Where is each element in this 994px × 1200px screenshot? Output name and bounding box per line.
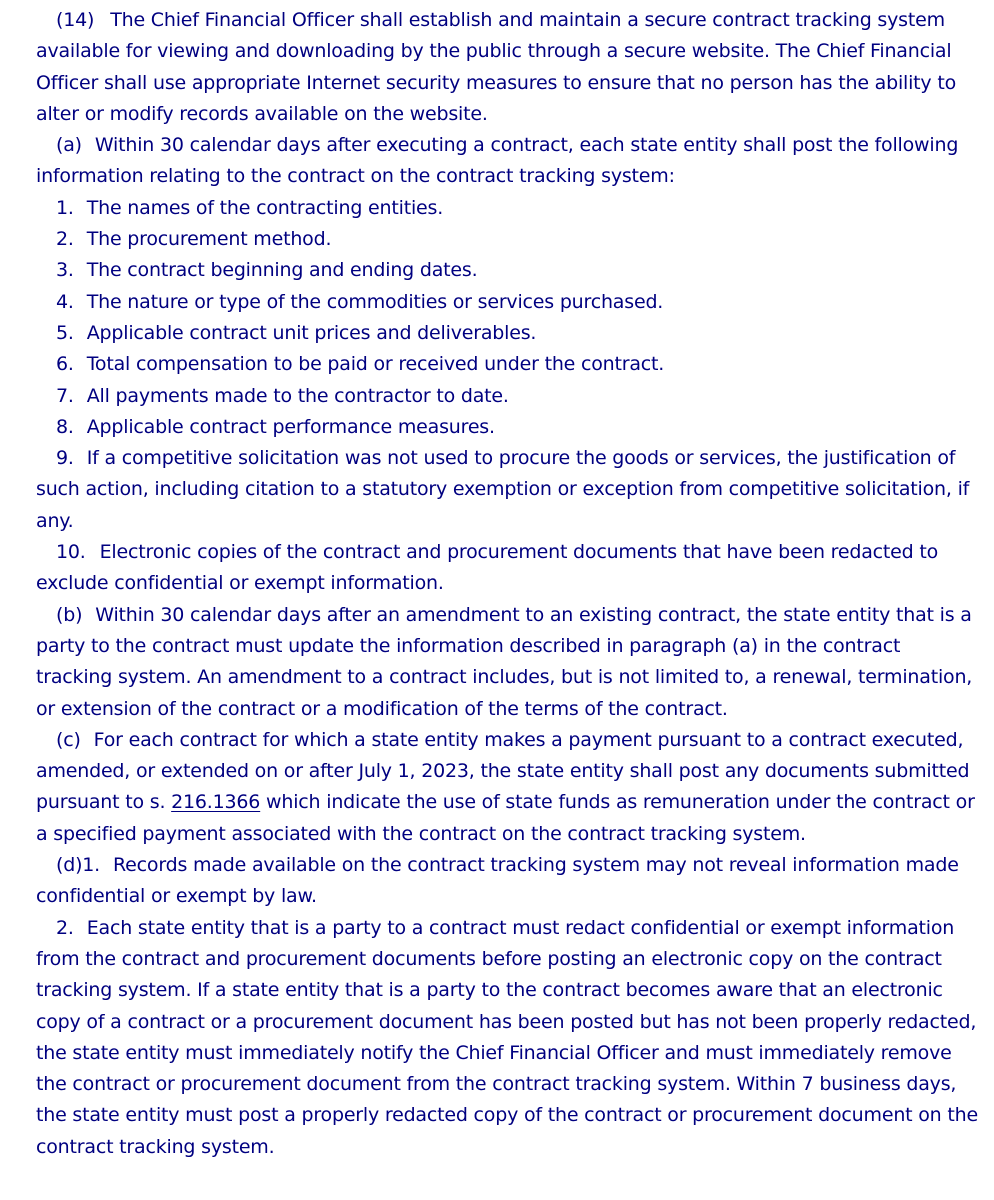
list-item-text: All payments made to the contractor to date.	[86, 384, 509, 407]
paragraph-b	[36, 600, 981, 725]
paragraph-d2-number: 2.	[56, 916, 74, 939]
list-item-text: If a competitive solicitation was not used to procure the goods or services, the justification of such action, including citation to a statutory exemption or exception from competitive solicitation, if any.	[36, 447, 970, 532]
statute-citation-link[interactable]: 216.1366	[171, 791, 261, 814]
list-item-text: The procurement method.	[86, 228, 332, 251]
list-item	[36, 224, 981, 255]
list-item	[36, 537, 981, 600]
list-item-number: 10.	[56, 541, 86, 564]
paragraph-d1-number: (d)1.	[56, 854, 101, 877]
paragraph-c-text-before: For each contract for which a state entity makes a payment pursuant to a contract executed, amended, or extended on or after July 1, 2023, the state entity shall post any documents submitted pursuant to s.	[36, 728, 970, 814]
paragraph-d1	[36, 850, 981, 913]
paragraph-d1-text: Records made available on the contract tracking system may not reveal information made confidential or exempt by law.	[36, 854, 959, 908]
list-item	[36, 443, 981, 537]
paragraph-b-number: (b)	[56, 603, 83, 626]
list-item-text: The names of the contracting entities.	[86, 196, 444, 219]
list-item	[36, 287, 981, 318]
list-item-number: 6.	[56, 353, 74, 376]
subsection-number: (14)	[56, 9, 95, 31]
paragraph-a	[36, 130, 981, 193]
list-item	[36, 381, 981, 412]
list-item-number: 3.	[56, 259, 74, 282]
list-item-number: 4.	[56, 290, 74, 313]
paragraph-c	[36, 725, 981, 850]
list-item	[36, 193, 981, 224]
subsection-14	[36, 5, 981, 130]
paragraph-b-text: Within 30 calendar days after an amendment to an existing contract, the state entity that is a party to the contract must update the information described in paragraph (a) in the contract tracking system. An amendment to a contract includes, but is not limited to, a renewal, termination, or extension of the contract or a modification of the terms of the contract.	[36, 603, 973, 720]
list-item	[36, 255, 981, 286]
list-item-text: The contract beginning and ending dates.	[86, 259, 478, 282]
list-item	[36, 349, 981, 380]
list-item-text: Electronic copies of the contract and procurement documents that have been redacted to exclude confidential or exempt information.	[36, 541, 939, 595]
list-item-text: Applicable contract unit prices and deliverables.	[86, 321, 537, 344]
list-item-number: 2.	[56, 228, 74, 251]
list-item-text: Total compensation to be paid or received under the contract.	[86, 353, 665, 376]
list-item-text: Applicable contract performance measures.	[86, 415, 495, 438]
list-item-number: 9.	[56, 447, 74, 470]
paragraph-d2	[36, 913, 981, 1163]
paragraph-a-text: Within 30 calendar days after executing a contract, each state entity shall post the following information relating to the contract on the contract tracking system:	[36, 134, 959, 188]
list-item	[36, 318, 981, 349]
paragraph-c-number: (c)	[56, 728, 81, 751]
statute-document	[36, 5, 981, 1163]
paragraph-d2-text: Each state entity that is a party to a contract must redact confidential or exempt information from the contract and procurement documents before posting an electronic copy on the contract tracking system. If a state entity that is a party to the contract becomes aware that an electronic copy of a contract or a procurement document has been posted but has not been properly redacted, the state entity must immediately notify the Chief Financial Officer and must immediately remove the contract or procurement document from the contract tracking system. Within 7 business days, the state entity must post a properly redacted copy of the contract or procurement document on the contract tracking system.	[36, 916, 978, 1158]
paragraph-a-number: (a)	[56, 134, 82, 157]
list-item-text: The nature or type of the commodities or services purchased.	[86, 290, 664, 313]
paragraph-c-text-after: which indicate the use of state funds as remuneration under the contract or a specified payment associated with the contract on the contract tracking system.	[36, 791, 975, 845]
list-item	[36, 412, 981, 443]
list-item-number: 1.	[56, 196, 74, 219]
list-item-number: 5.	[56, 321, 74, 344]
subsection-text: The Chief Financial Officer shall establish and maintain a secure contract tracking system available for viewing and downloading by the public through a secure website. The Chief Financial Officer shall use appropriate Internet security measures to ensure that no person has the ability to alter or modify records available on the website.	[36, 9, 956, 125]
list-item-number: 7.	[56, 384, 74, 407]
list-item-number: 8.	[56, 415, 74, 438]
